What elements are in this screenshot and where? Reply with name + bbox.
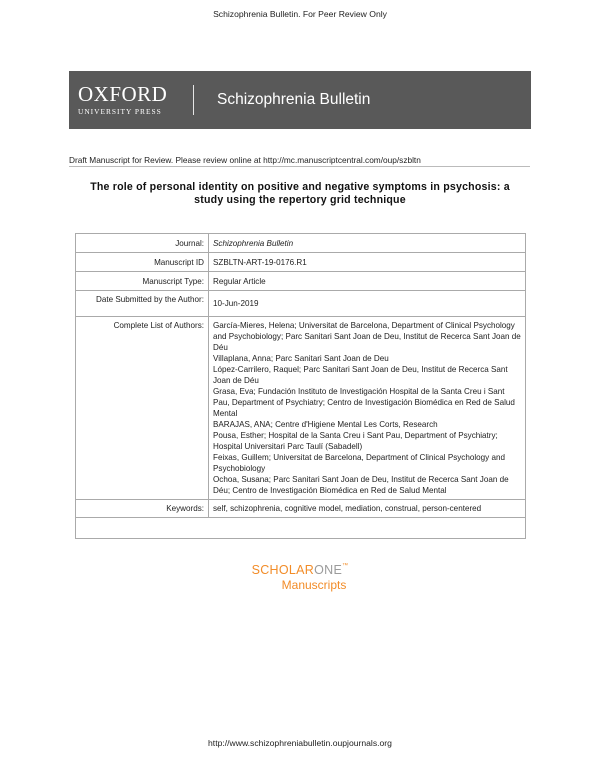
table-row xyxy=(76,518,526,539)
author-entry: Feixas, Guillem; Universitat de Barcelona, Department of Clinical Psychology and Psychobiology xyxy=(213,453,505,473)
author-entry: BARAJAS, ANA; Centre d'Higiene Mental Les Corts, Research xyxy=(213,420,438,429)
manuscripts-text: Manuscripts xyxy=(281,578,347,592)
one-text: ONE xyxy=(314,563,343,577)
journal-banner xyxy=(69,71,531,129)
authors-list xyxy=(209,317,526,500)
table-row xyxy=(76,317,526,500)
manuscript-id-value: SZBLTN-ART-19-0176.R1 xyxy=(209,253,526,272)
author-entry: López-Carrilero, Raquel; Parc Sanitari Sant Joan de Deu, Institut de Recerca Sant Joan de Déu xyxy=(213,365,508,385)
author-entry: Villaplana, Anna; Parc Sanitari Sant Joan de Deu xyxy=(213,354,389,363)
draft-notice: Draft Manuscript for Review. Please review online at http://mc.manuscriptcentral.com/oup/szbltn xyxy=(69,155,421,165)
table-row xyxy=(76,234,526,253)
author-entry: Grasa, Eva; Fundación Instituto de Investigación Hospital de la Santa Creu i Sant Pau, Department of Psychiatry; Centro de Investigación Biomédica en Red de Salud Mental xyxy=(213,387,515,418)
scholar-text: SCHOLAR xyxy=(251,563,315,577)
oxford-logo-text: OXFORD xyxy=(78,82,168,106)
keywords-label: Keywords: xyxy=(76,500,209,518)
draft-divider xyxy=(69,166,530,167)
manuscript-id-label: Manuscript ID xyxy=(76,253,209,272)
journal-label: Journal: xyxy=(76,234,209,253)
table-row xyxy=(76,291,526,317)
table-row xyxy=(76,272,526,291)
author-entry: García-Mieres, Helena; Universitat de Barcelona, Department of Clinical Psychology and Psychobiology; Parc Sanitari Sant Joan de Deu, Institut de Recerca Sant Joan de Déu xyxy=(213,321,521,352)
journal-value: Schizophrenia Bulletin xyxy=(209,234,526,253)
empty-cell xyxy=(76,518,526,539)
university-press-text: UNIVERSITY PRESS xyxy=(78,107,162,116)
author-entry: Pousa, Esther; Hospital de la Santa Creu i Sant Pau, Department of Psychiatry; Hospital Universitari Parc Taulí (Sabadell) xyxy=(213,431,498,451)
author-entry: Ochoa, Susana; Parc Sanitari Sant Joan de Deu, Institut de Recerca Sant Joan de Déu; Centro de Investigación Biomédica en Red de Salud Mental xyxy=(213,475,509,495)
manuscript-title: The role of personal identity on positive and negative symptoms in psychosis: a study using the repertory grid technique xyxy=(90,181,510,206)
manuscript-info-table xyxy=(75,233,526,539)
scholarone-wordmark xyxy=(0,563,600,577)
table-row xyxy=(76,253,526,272)
table-row xyxy=(76,500,526,518)
banner-divider xyxy=(193,85,194,115)
manuscript-type-label: Manuscript Type: xyxy=(76,272,209,291)
manuscript-type-value: Regular Article xyxy=(209,272,526,291)
scholarone-logo xyxy=(0,563,600,592)
footer-url: http://www.schizophreniabulletin.oupjournals.org xyxy=(208,738,392,748)
page-header-text: Schizophrenia Bulletin. For Peer Review Only xyxy=(213,9,387,19)
date-submitted-value: 10-Jun-2019 xyxy=(209,291,526,317)
keywords-value: self, schizophrenia, cognitive model, mediation, construal, person-centered xyxy=(209,500,526,518)
authors-label: Complete List of Authors: xyxy=(76,317,209,500)
date-submitted-label: Date Submitted by the Author: xyxy=(76,291,209,317)
trademark-symbol: ™ xyxy=(342,563,349,569)
banner-journal-name: Schizophrenia Bulletin xyxy=(217,91,371,108)
